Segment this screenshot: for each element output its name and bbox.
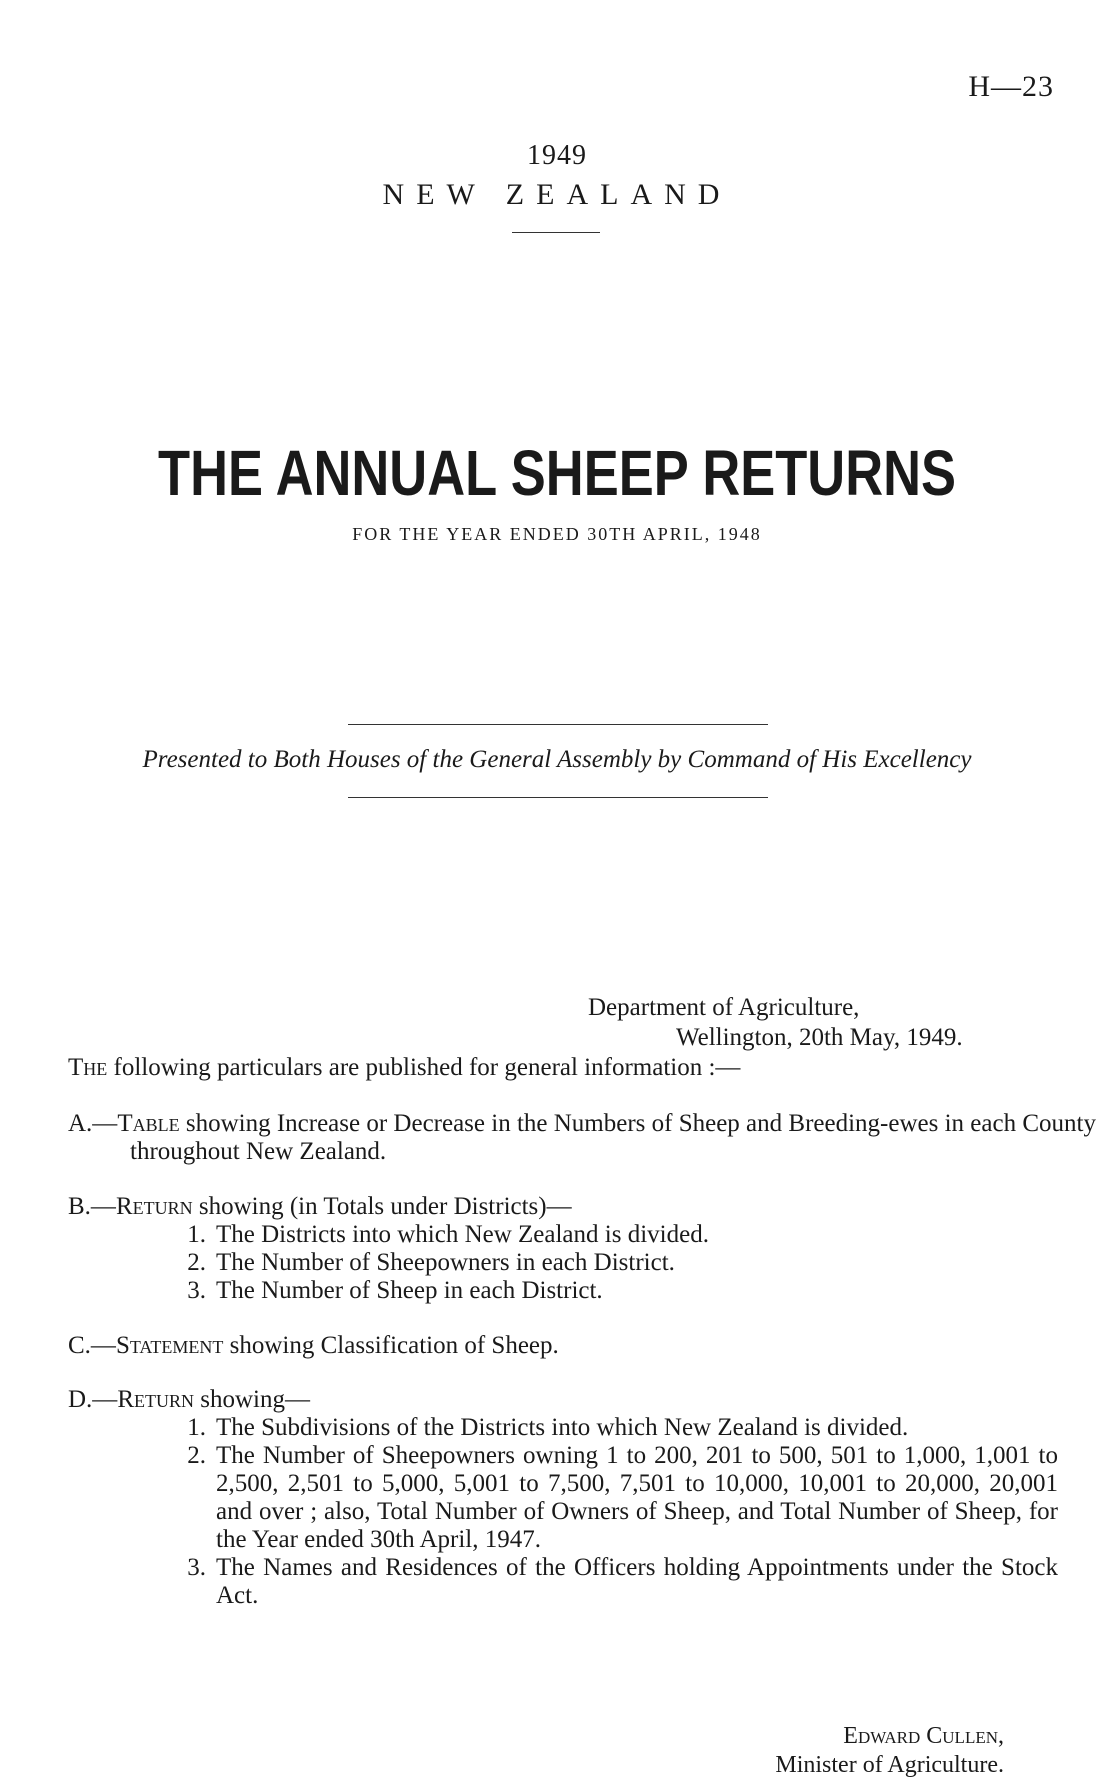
section-b-letter: B.—	[68, 1193, 116, 1220]
section-b	[68, 1193, 1058, 1305]
list-item	[68, 1277, 1058, 1305]
publication-year: 1949	[527, 140, 587, 171]
section-c-lead: Statement	[115, 1332, 224, 1359]
item-text: The Number of Sheep in each District.	[216, 1277, 603, 1304]
section-b-list	[68, 1221, 1058, 1305]
item-text: The Number of Sheepowners in each District.	[216, 1249, 675, 1276]
section-c	[68, 1332, 1058, 1360]
intro-text: following particulars are published for general information :—	[113, 1054, 741, 1081]
presented-bottom-divider	[348, 797, 768, 798]
list-item	[68, 1554, 1058, 1610]
intro-paragraph	[68, 1054, 740, 1082]
list-item	[68, 1249, 1058, 1277]
section-d-heading	[68, 1386, 1058, 1414]
section-c-letter: C.—	[68, 1332, 116, 1359]
item-number: 2.	[187, 1249, 206, 1276]
section-d	[68, 1386, 1058, 1610]
item-number: 1.	[187, 1414, 206, 1441]
report-subtitle: FOR THE YEAR ENDED 30TH APRIL, 1948	[352, 524, 762, 544]
item-text: The Subdivisions of the Districts into which New Zealand is divided.	[216, 1414, 909, 1441]
signatory-name: Edward Cullen,	[843, 1723, 1004, 1749]
list-item	[68, 1442, 1058, 1554]
presented-top-divider	[348, 724, 768, 725]
list-item	[68, 1414, 1058, 1442]
section-d-list	[68, 1414, 1058, 1610]
item-number: 3.	[187, 1554, 206, 1581]
section-d-letter: D.—	[68, 1386, 118, 1413]
presented-line: Presented to Both Houses of the General Assembly by Command of His Excellency	[142, 746, 972, 773]
item-number: 1.	[187, 1221, 206, 1248]
section-a-letter: A.—	[68, 1110, 118, 1137]
item-number: 3.	[187, 1277, 206, 1304]
section-a-lead: Table	[117, 1110, 180, 1137]
intro-lead: The	[68, 1054, 108, 1081]
place-date-line: Wellington, 20th May, 1949.	[676, 1024, 963, 1051]
department-line: Department of Agriculture,	[588, 994, 860, 1021]
section-b-heading	[68, 1193, 1058, 1221]
section-c-text: showing Classification of Sheep.	[229, 1332, 559, 1359]
header-divider	[512, 232, 600, 233]
item-text: The Number of Sheepowners owning 1 to 200, 201 to 500, 501 to 1,000, 1,001 to 2,500, 2,501 to 5,000, 5,001 to 7,500, 7,501 to 10,000, 10,001 to 20,000, 20,001 and over ; also, Total Number of Owners of Sheep, and Total Number of Sheep, for the Year ended 30th April, 1947.	[216, 1442, 1058, 1553]
document-code: H—23	[968, 70, 1054, 103]
signatory-role: Minister of Agriculture.	[775, 1752, 1004, 1778]
list-item	[68, 1221, 1058, 1249]
country-heading: NEW ZEALAND	[382, 178, 732, 211]
item-number: 2.	[187, 1442, 206, 1469]
section-b-text: showing (in Totals under Districts)—	[198, 1193, 572, 1220]
section-d-text: showing—	[200, 1386, 310, 1413]
item-text: The Names and Residences of the Officers holding Appointments under the Stock Act.	[216, 1554, 1058, 1609]
report-title: THE ANNUAL SHEEP RETURNS	[158, 437, 956, 509]
item-text: The Districts into which New Zealand is divided.	[216, 1221, 709, 1248]
section-a-text: showing Increase or Decrease in the Numbers of Sheep and Breeding-ewes in each County throughout New Zealand.	[130, 1110, 1096, 1165]
section-d-lead: Return	[117, 1386, 194, 1413]
section-b-lead: Return	[115, 1193, 193, 1220]
section-a	[68, 1110, 1114, 1166]
